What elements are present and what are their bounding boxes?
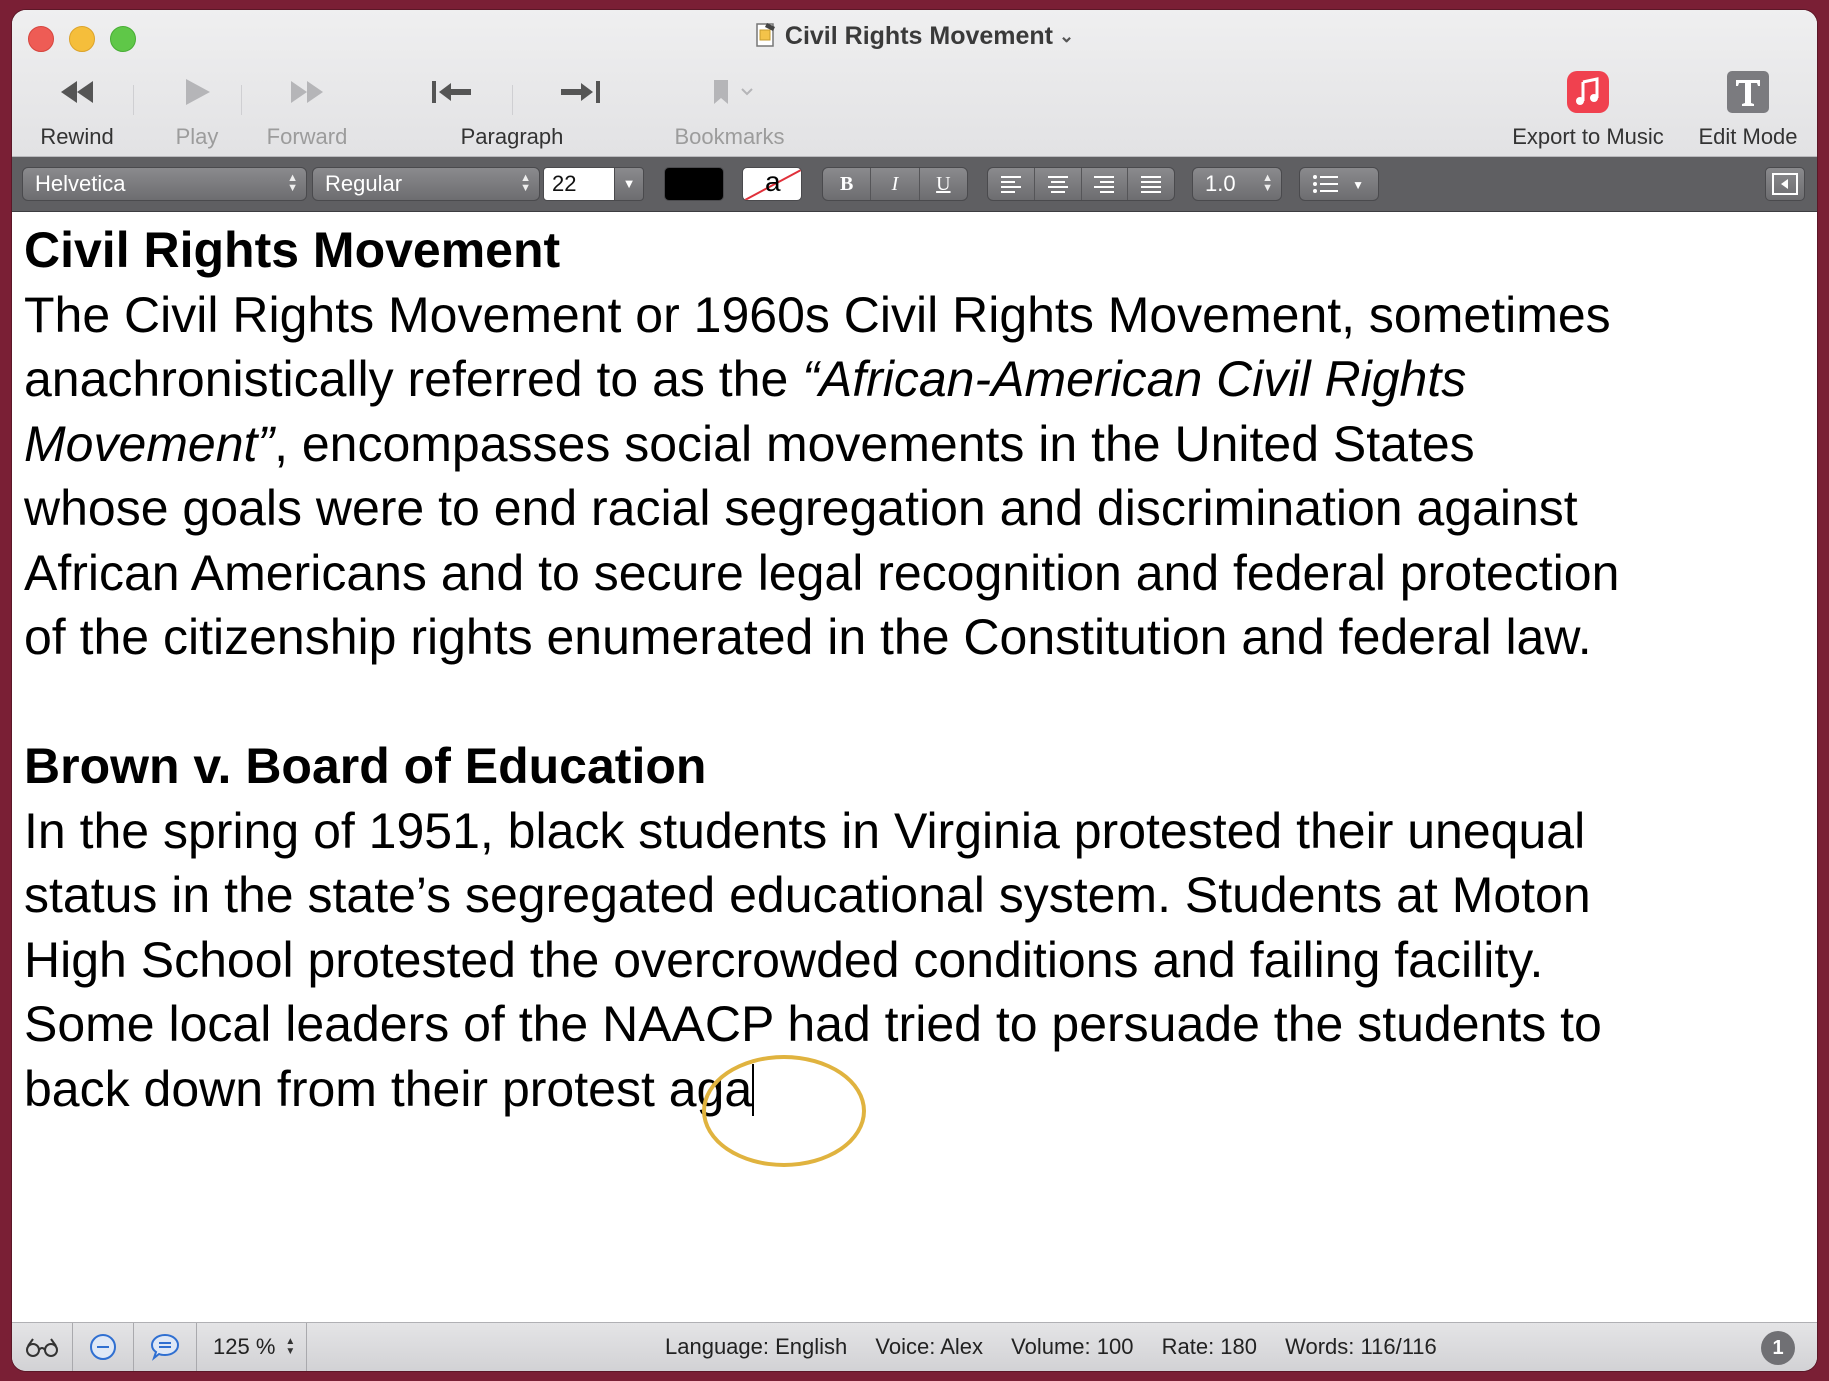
status-bar (12, 1322, 1817, 1371)
align-center-icon (1046, 175, 1070, 193)
rate-status: Rate: 180 (1161, 1334, 1257, 1359)
text-line: In the spring of 1951, black students in Virginia protested their unequal (24, 802, 1586, 859)
highlight-glyph: a (765, 167, 781, 197)
play-label: Play (175, 124, 219, 149)
text-style-buttons (822, 167, 968, 201)
speech-bubble-button[interactable] (134, 1323, 197, 1371)
align-left-icon (999, 175, 1023, 193)
play-icon (182, 77, 212, 107)
document-heading-2: Brown v. Board of Education (24, 738, 707, 794)
align-justify-button[interactable] (1128, 168, 1174, 200)
document-heading-1: Civil Rights Movement (24, 222, 561, 278)
up-down-arrows-icon: ▲ ▼ (520, 172, 531, 194)
text-line: status in the state’s segregated educational system. Students at Moton (24, 867, 1591, 923)
volume-status: Volume: 100 (1011, 1334, 1134, 1359)
alignment-buttons (987, 167, 1175, 201)
text-run: back down from their protest aga (24, 1060, 753, 1117)
zoom-value: 125 % (213, 1334, 276, 1359)
underline-glyph: U (936, 172, 951, 195)
text-line: High School protested the overcrowded conditions and failing facility. (24, 931, 1544, 988)
text-line: The Civil Rights Movement or 1960s Civil Rights Movement, sometimes (24, 286, 1611, 343)
align-justify-icon (1139, 175, 1163, 193)
text-run: , encompasses social movements in the United States (274, 415, 1475, 472)
window-title[interactable] (12, 22, 1817, 51)
play-button[interactable] (152, 72, 242, 150)
bold-button[interactable] (823, 168, 871, 200)
text-color-well[interactable] (664, 167, 724, 201)
window-title-text: Civil Rights Movement (784, 22, 1053, 50)
italic-text-run: “African-American Civil Rights (802, 351, 1467, 407)
voice-status: Voice: Alex (875, 1334, 984, 1359)
app-window (12, 10, 1817, 1371)
format-bar (12, 157, 1817, 212)
triangle-down-icon: ▼ (1352, 178, 1365, 192)
rewind-label: Rewind (40, 124, 114, 149)
italic-text-run: Movement” (24, 415, 275, 472)
fast-forward-icon (287, 79, 327, 105)
forward-label: Forward (266, 124, 348, 149)
list-style-select[interactable] (1299, 167, 1379, 201)
rewind-icon (57, 79, 97, 105)
font-family-value: Helvetica (35, 171, 126, 196)
font-size-input[interactable]: 22 (543, 167, 615, 201)
up-down-arrows-icon: ▲ ▼ (1262, 172, 1273, 194)
edit-mode-label: Edit Mode (1698, 124, 1798, 149)
font-style-value: Regular (325, 171, 403, 196)
paragraph-label-wrap (452, 72, 572, 150)
up-down-arrows-icon: ▲ ▼ (287, 172, 298, 194)
align-center-button[interactable] (1035, 168, 1082, 200)
bookmarks-label: Bookmarks (674, 124, 785, 149)
text-line: of the citizenship rights enumerated in the Constitution and federal law. (24, 609, 1592, 665)
italic-glyph: I (891, 172, 899, 195)
highlight-color-well[interactable] (742, 167, 802, 201)
bookmarks-button[interactable] (667, 72, 792, 150)
document-text-area[interactable] (12, 212, 1817, 1323)
language-status: Language: English (665, 1334, 848, 1359)
font-family-select[interactable] (22, 167, 307, 201)
forward-button[interactable] (257, 72, 357, 150)
word-count-status: Words: 116/116 (1285, 1334, 1437, 1359)
toolbar-divider (133, 85, 134, 115)
italic-button[interactable] (871, 168, 919, 200)
edit-mode-button[interactable] (1692, 72, 1804, 150)
text-line (24, 1057, 1817, 1122)
paragraph-label: Paragraph (460, 124, 564, 149)
bold-glyph: B (839, 172, 854, 195)
text-line: African Americans and to secure legal recognition and federal protection (24, 544, 1620, 601)
underline-button[interactable] (920, 168, 967, 200)
line-spacing-select[interactable] (1192, 167, 1282, 201)
line-spacing-value: 1.0 (1205, 171, 1236, 196)
blank-line (24, 670, 1817, 735)
export-to-music-button[interactable] (1500, 72, 1676, 150)
align-right-icon (1092, 175, 1116, 193)
text-t-icon (1726, 70, 1770, 114)
text-line (24, 412, 1817, 477)
up-down-arrows-icon: ▲ ▼ (285, 1336, 296, 1357)
export-to-music-label: Export to Music (1512, 124, 1664, 149)
bookmark-icon (700, 77, 760, 107)
text-line: Some local leaders of the NAACP had tried to persuade the students to (24, 996, 1602, 1052)
toolbar (12, 10, 1817, 157)
highlight-circle-annotation (702, 1055, 866, 1167)
reading-glasses-button[interactable] (12, 1323, 73, 1371)
triangle-down-icon: ▼ (622, 176, 636, 191)
text-line: whose goals were to end racial segregation and discrimination against (24, 480, 1578, 536)
minus-circle-icon (89, 1333, 117, 1361)
sidebar-toggle-icon (1772, 173, 1798, 195)
bullet-list-icon (1312, 174, 1340, 194)
toggle-sidebar-button[interactable] (1765, 167, 1805, 201)
text-line (24, 347, 1817, 412)
music-app-icon (1566, 70, 1610, 114)
font-style-select[interactable] (312, 167, 540, 201)
status-readouts (665, 1334, 1459, 1360)
rewind-button[interactable] (32, 72, 122, 150)
toolbar-divider (241, 85, 242, 115)
align-right-button[interactable] (1082, 168, 1129, 200)
notification-badge[interactable]: 1 (1761, 1331, 1795, 1365)
chevron-down-icon[interactable]: ⌄ (1059, 26, 1075, 46)
minus-button[interactable] (73, 1323, 134, 1371)
document-icon (755, 22, 777, 48)
zoom-select[interactable] (197, 1323, 307, 1371)
speech-bubble-icon (150, 1333, 180, 1361)
font-size-dropdown[interactable] (614, 167, 644, 201)
glasses-icon (25, 1336, 59, 1358)
text-run: anachronistically referred to as the (24, 351, 803, 407)
align-left-button[interactable] (988, 168, 1035, 200)
